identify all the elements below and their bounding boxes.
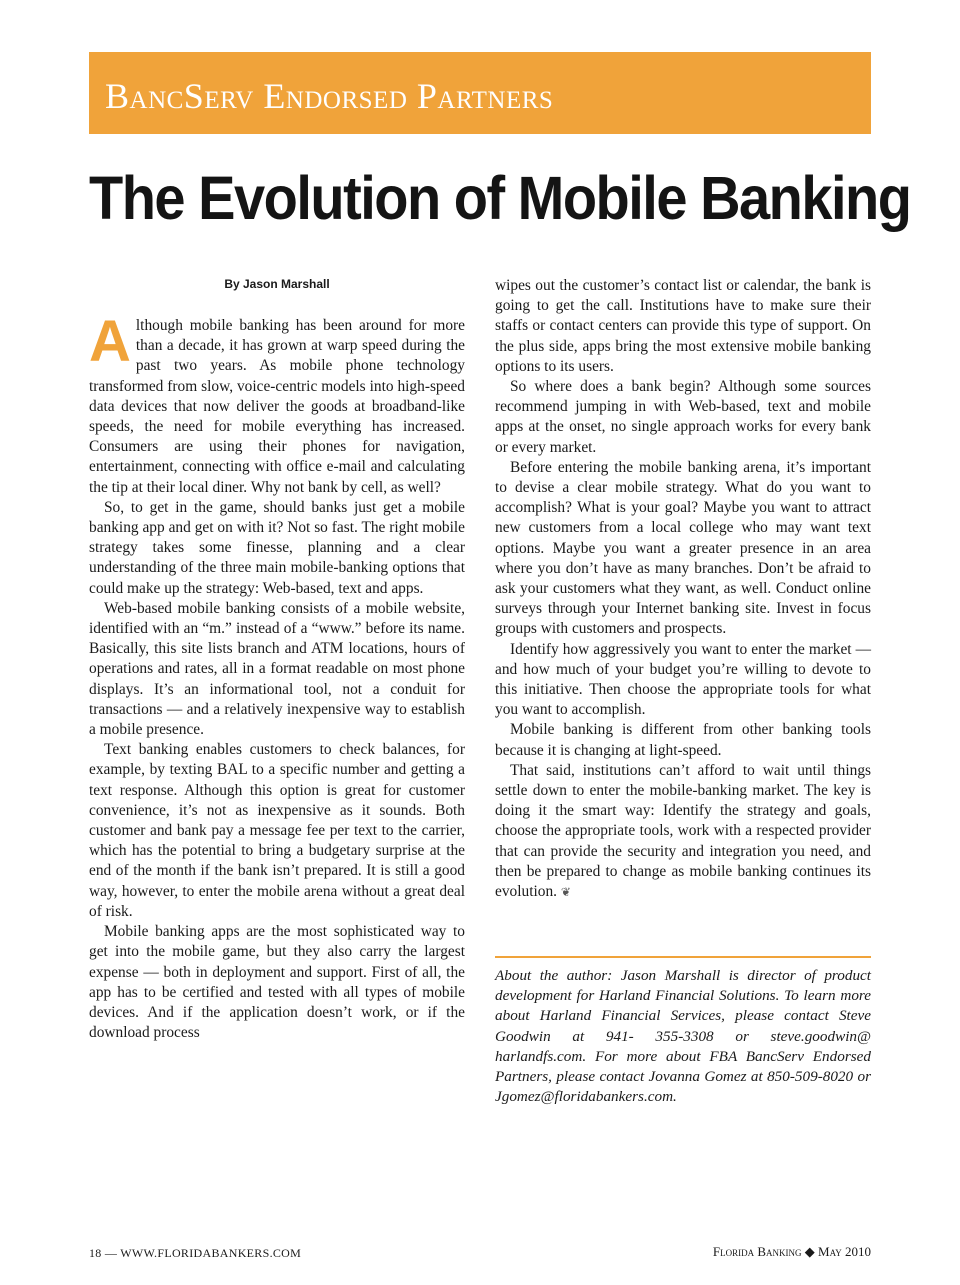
- article-paragraph: Mobile banking apps are the most sophisticated way to get into the mobile game, but they also carry the largest expense — both in deployment and support. First of all, the app has to be certified and tested with all types of mobile devices. And if the application doesn’t work, or if the download process: [89, 923, 465, 1042]
- footer-publication: Florida Banking ◆ May 2010: [712, 1244, 871, 1259]
- article-paragraph: That said, institutions can’t afford to wait until things settle down to enter the mobile-banking market. The key is doing it the smart way: Identify the strategy and goals, choose the appropriate tools, work with a respected provider that can provide the security and integration you need, and then be prepared to change as mobile banking continues its evolution. ❦: [495, 761, 871, 901]
- article-paragraph: Identify how aggressively you want to enter the market — and how much of your budget you’re willing to devote to this initiative. Then choose the appropriate tools for what you want to accomplish.: [495, 640, 871, 719]
- dropcap: A: [89, 309, 131, 374]
- article-paragraph: Text banking enables customers to check balances, for example, by texting BAL to a specific number and getting a text response. Although this option is great for customer convenience, it’s not as inexpensive as it sounds. Both customer and bank pay a message fee per text to the carrier, which has the potential to bring a budgetary surprise at the end of the month if the bank isn’t prepared. It is still a good way, however, to enter the mobile arena without a great deal of risk.: [89, 741, 465, 920]
- article-column-right: [495, 276, 871, 902]
- article-paragraph: Web-based mobile banking consists of a mobile website, identified with an “m.” instead of a “www.” before its name. Basically, this site lists branch and ATM locations, hours of operations and rates, all in a format readable on most phone displays. It’s an informational tool, not a conduit for transactions — and a relatively inexpensive way to establish a mobile presence.: [89, 599, 465, 739]
- section-banner: [89, 52, 871, 134]
- article-paragraph: Before entering the mobile banking arena, it’s important to devise a clear mobile strategy. What do you want to accomplish? What is your goal? Maybe you want to attract new customers from a local college who may want text options. Maybe you want a greater presence in an area where you don’t have as many branches. Don’t be afraid to ask your customers what they want, as well. Conduct online surveys through your Internet banking site. Invest in focus groups with customers and prospects.: [495, 458, 871, 638]
- end-mark-icon: ❦: [560, 885, 571, 900]
- byline: By Jason Marshall: [224, 277, 330, 291]
- author-note: About the author: Jason Marshall is director of product development for Harland Financial Solutions. To learn more about Harland Financial Services, please contact Steve Goodwin at 941- 355-3308 or steve.goodwin@ harlandfs.com. For more about FBA BancServ Endorsed Partners, please contact Jovanna Gomez at 850-509-8020 or Jgomez@floridabankers.com.: [495, 967, 871, 1106]
- article-paragraph: So, to get in the game, should banks just get a mobile banking app and get on with it? Not so fast. The right mobile strategy takes some finesse, planning and a clear understanding of the three main mobile-banking options that could make up the strategy: Web-based, text and apps.: [89, 498, 465, 597]
- section-title: BancServ Endorsed Partners: [105, 76, 554, 116]
- article-paragraph: Mobile banking is different from other banking tools because it is changing at light-speed.: [495, 721, 871, 759]
- article-paragraph: Although mobile banking has been around for more than a decade, it has grown at warp speed during the past two years. As mobile phone technology transformed from slow, voice-centric models into high-speed data devices that now deliver the goods at broadband-like speeds, the need for mobile everything has increased. Consumers are using their phones for navigation, entertainment, connecting with office e-mail and calculating the tip at their local diner. Why not bank by cell, as well?: [89, 309, 465, 496]
- footer-page-url: 18 — WWW.FLORIDABANKERS.COM: [89, 1246, 302, 1260]
- divider-rule: [495, 956, 871, 958]
- article-title: The Evolution of Mobile Banking: [89, 162, 911, 233]
- article-paragraph: wipes out the customer’s contact list or calendar, the bank is going to get the call. Institutions have to make sure their staffs or contact centers can provide this type of support. On the plus side, apps bring the most extensive mobile banking options to its users.: [495, 277, 871, 375]
- article-paragraph: So where does a bank begin? Although some sources recommend jumping in with Web-based, text and mobile apps at the onset, no single approach works for every bank or every market.: [495, 378, 871, 456]
- article-column-left: [89, 309, 465, 1043]
